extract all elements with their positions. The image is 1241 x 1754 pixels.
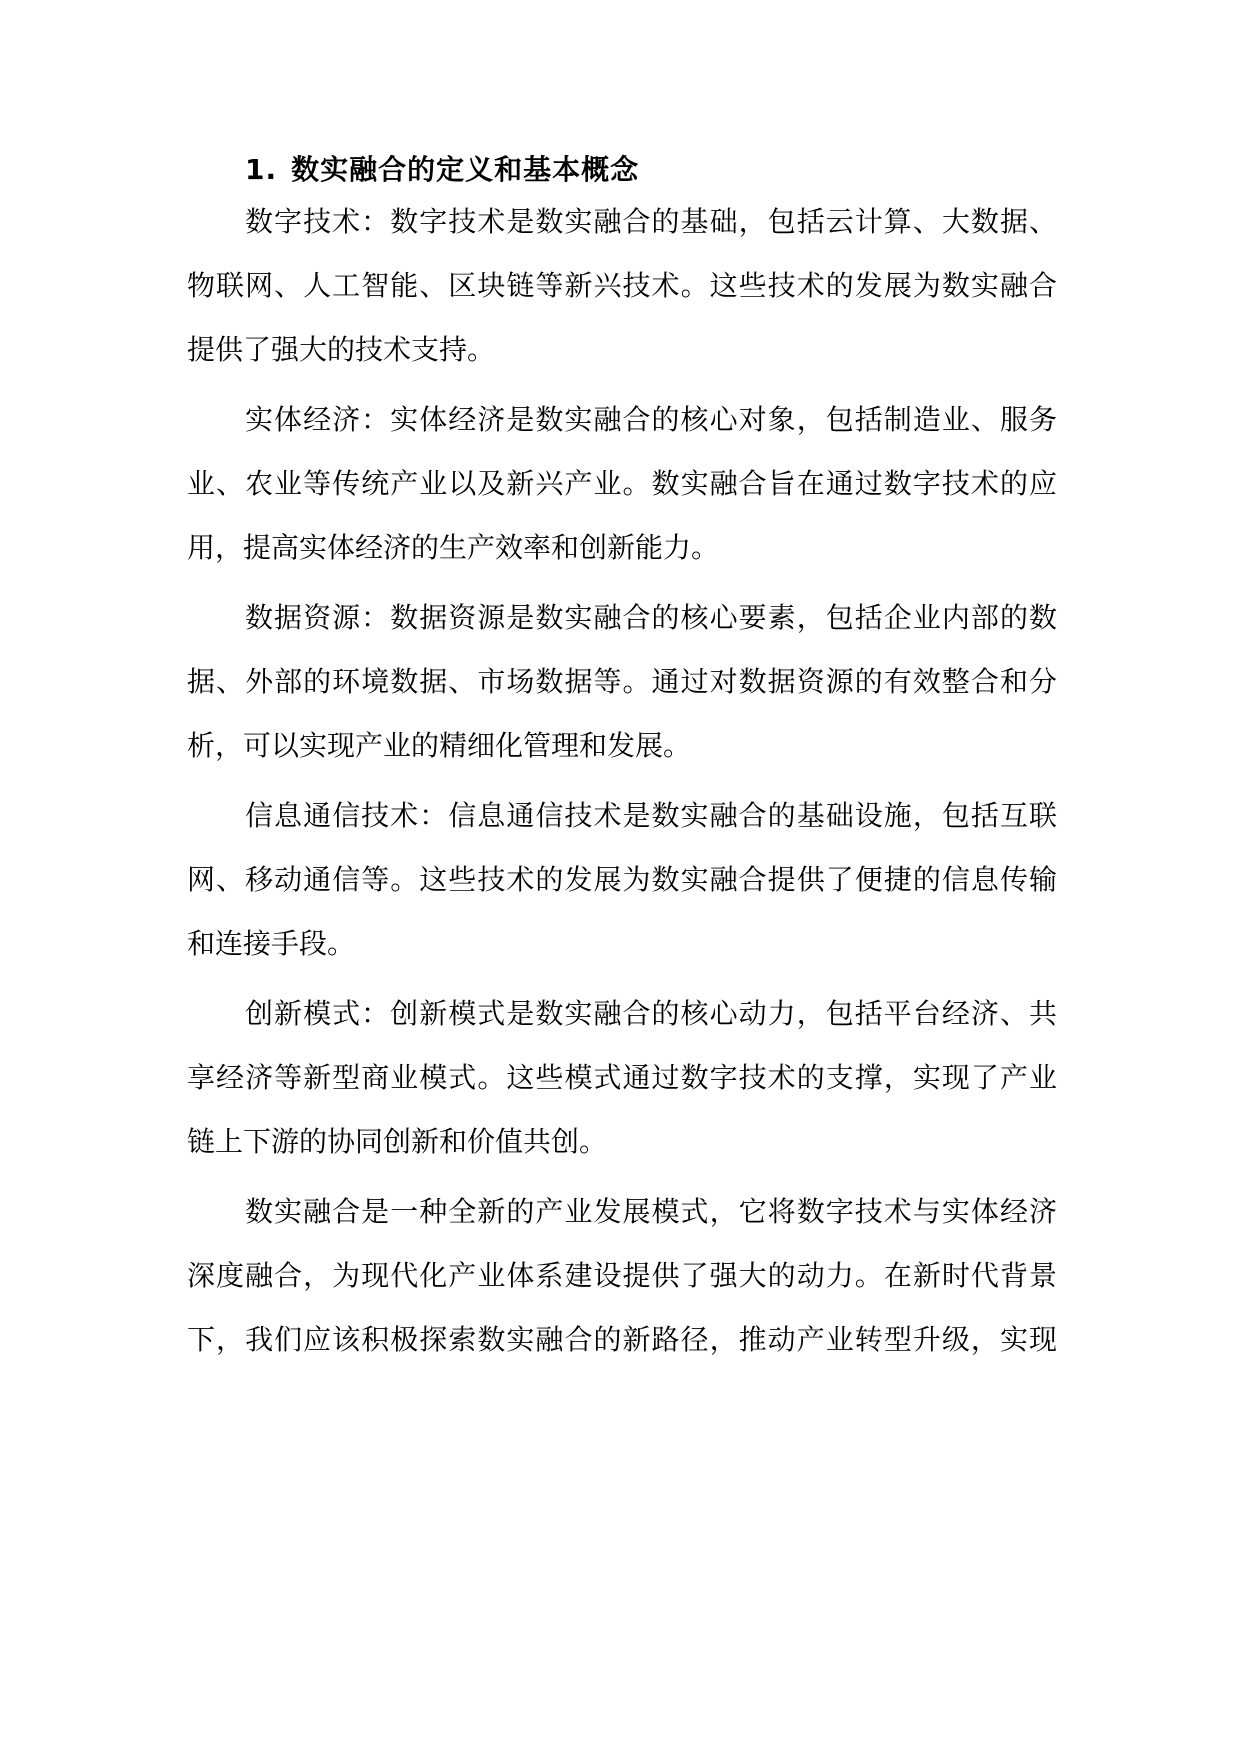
paragraph-line: 创新模式：创新模式是数实融合的核心动力，包括平台经济、共 <box>245 997 1057 1030</box>
paragraph-line: 网、移动通信等。这些技术的发展为数实融合提供了便捷的信息传输 <box>187 863 1057 896</box>
paragraph-line: 数据资源：数据资源是数实融合的核心要素，包括企业内部的数 <box>245 601 1057 634</box>
paragraph-line: 提供了强大的技术支持。 <box>187 333 496 366</box>
paragraph-line: 下，我们应该积极探索数实融合的新路径，推动产业转型升级，实现 <box>187 1323 1057 1356</box>
section-title: 数实融合的定义和基本概念 <box>291 153 640 186</box>
paragraph-line: 实体经济：实体经济是数实融合的核心对象，包括制造业、服务 <box>245 403 1057 436</box>
paragraph-line: 信息通信技术：信息通信技术是数实融合的基础设施，包括互联 <box>245 799 1057 832</box>
paragraph-line: 深度融合，为现代化产业体系建设提供了强大的动力。在新时代背景 <box>187 1259 1057 1292</box>
section-number: 1. <box>245 153 278 186</box>
paragraph-line: 链上下游的协同创新和价值共创。 <box>187 1125 608 1158</box>
paragraph-line: 物联网、人工智能、区块链等新兴技术。这些技术的发展为数实融合 <box>187 269 1057 302</box>
paragraph-line: 据、外部的环境数据、市场数据等。通过对数据资源的有效整合和分 <box>187 665 1057 698</box>
paragraph-line: 用，提高实体经济的生产效率和创新能力。 <box>187 531 720 564</box>
paragraph-line: 和连接手段。 <box>187 927 356 960</box>
paragraph-line: 业、农业等传统产业以及新兴产业。数实融合旨在通过数字技术的应 <box>187 467 1057 500</box>
paragraph-line: 数实融合是一种全新的产业发展模式，它将数字技术与实体经济 <box>245 1195 1057 1228</box>
section-heading <box>245 150 639 190</box>
paragraph-line: 享经济等新型商业模式。这些模式通过数字技术的支撑，实现了产业 <box>187 1061 1057 1094</box>
paragraph-line: 数字技术：数字技术是数实融合的基础，包括云计算、大数据、 <box>245 205 1057 238</box>
paragraph-line: 析，可以实现产业的精细化管理和发展。 <box>187 729 692 762</box>
